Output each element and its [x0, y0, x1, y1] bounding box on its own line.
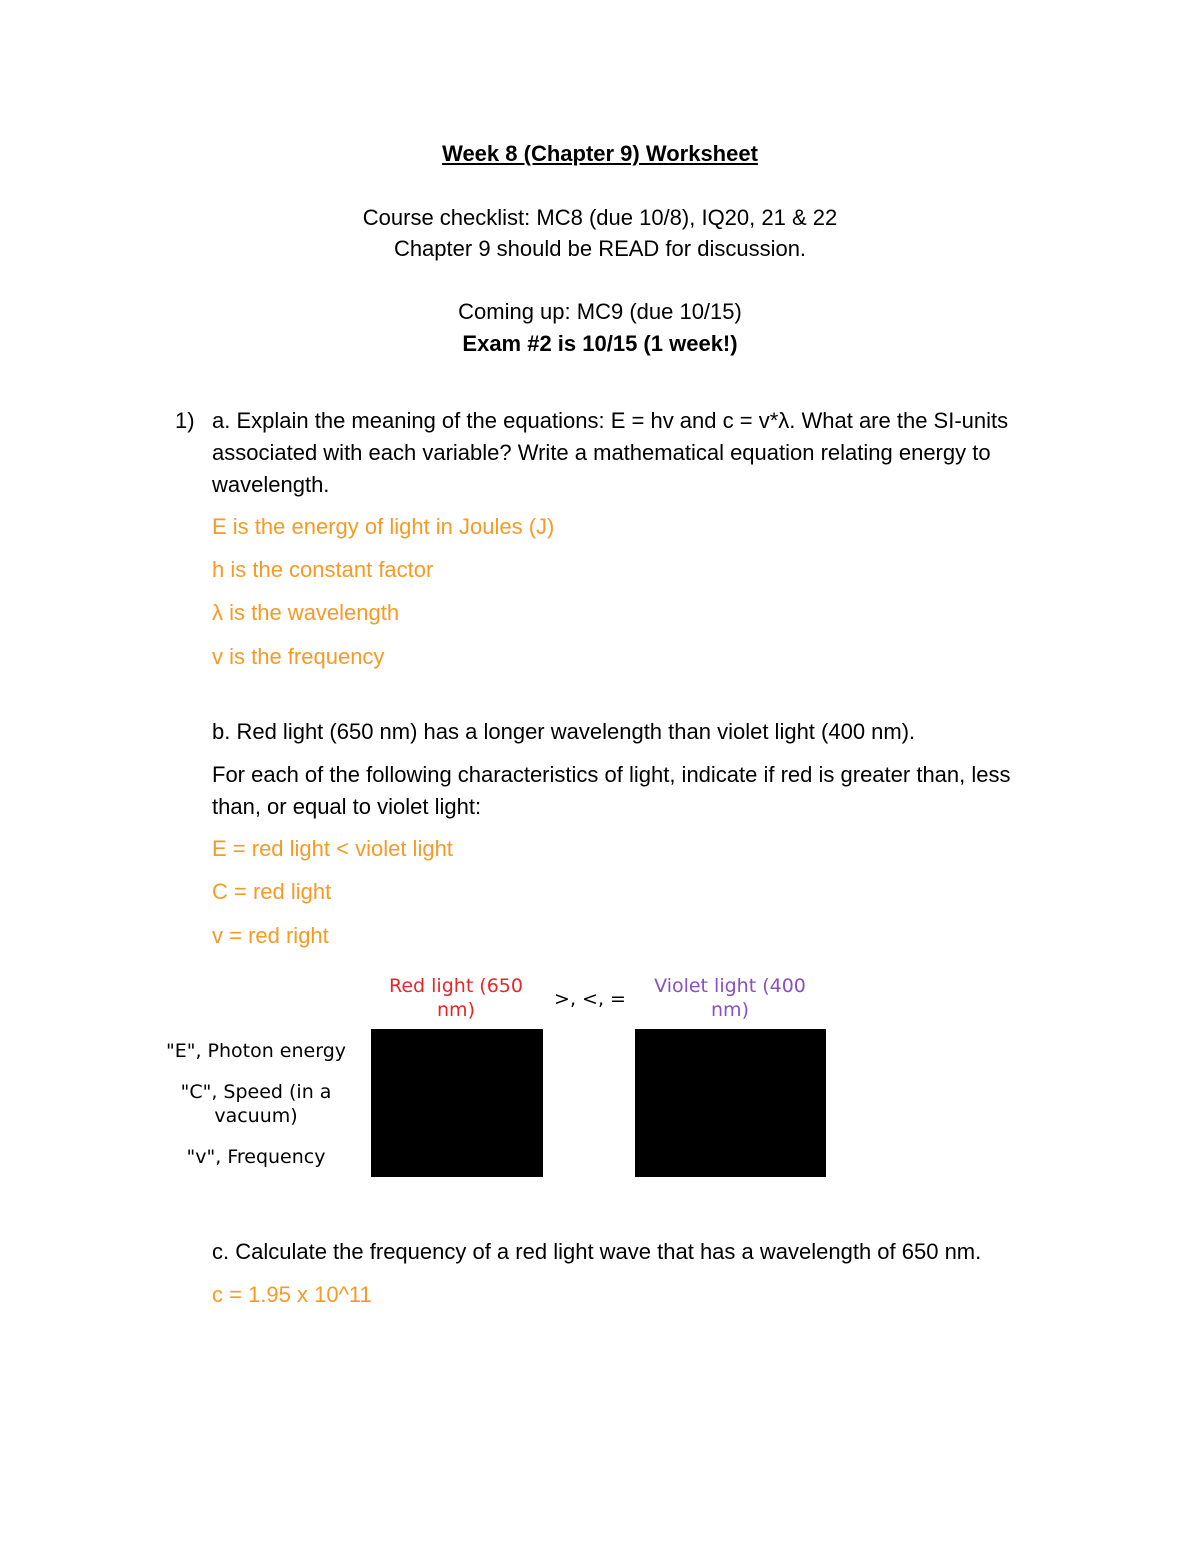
- violet-light-answer-box: [635, 1029, 826, 1177]
- question-1c-prompt: c. Calculate the frequency of a red light wave that has a wavelength of 650 nm.: [212, 1239, 982, 1264]
- row-label-frequency: "v", Frequency: [186, 1146, 326, 1168]
- exam-notice: Exam #2 is 10/15 (1 week!): [462, 331, 738, 356]
- question-1a-prompt: a. Explain the meaning of the equations: E = hv and c = v*λ. What are the SI-units associated with each variable? Write a mathematical equation relating energy to wavelength.: [212, 408, 1009, 497]
- violet-light-column-header: Violet light (400 nm): [654, 975, 806, 1021]
- worksheet-title: Week 8 (Chapter 9) Worksheet: [442, 141, 758, 166]
- compare-column-header: >, <, =: [554, 988, 626, 1010]
- course-checklist: Course checklist: MC8 (due 10/8), IQ20, 21 & 22: [362, 205, 838, 230]
- read-note: Chapter 9 should be READ for discussion.: [393, 236, 807, 261]
- answer-1a-line: v is the frequency: [212, 644, 385, 669]
- answer-1a-line: h is the constant factor: [212, 557, 434, 582]
- question-1b-prompt: b. Red light (650 nm) has a longer wavelength than violet light (400 nm).: [212, 719, 916, 744]
- row-label-photon-energy: "E", Photon energy: [165, 1040, 347, 1062]
- answer-1a-line: E is the energy of light in Joules (J): [212, 514, 555, 539]
- red-light-column-header: Red light (650 nm): [389, 975, 523, 1021]
- question-1b-instructions: For each of the following characteristics of light, indicate if red is greater than, less than, or equal to violet light:: [212, 762, 1011, 819]
- red-light-answer-box: [371, 1029, 543, 1177]
- answer-1a-line: λ is the wavelength: [212, 600, 400, 625]
- answer-1b-line: C = red light: [212, 879, 332, 904]
- answer-1b-line: E = red light < violet light: [212, 836, 453, 861]
- coming-up: Coming up: MC9 (due 10/15): [458, 299, 742, 324]
- answer-1b-line: v = red right: [212, 923, 329, 948]
- row-label-speed: "C", Speed (in a vacuum): [180, 1081, 332, 1127]
- answer-1c: c = 1.95 x 10^11: [212, 1282, 372, 1307]
- question-number: 1): [175, 408, 195, 433]
